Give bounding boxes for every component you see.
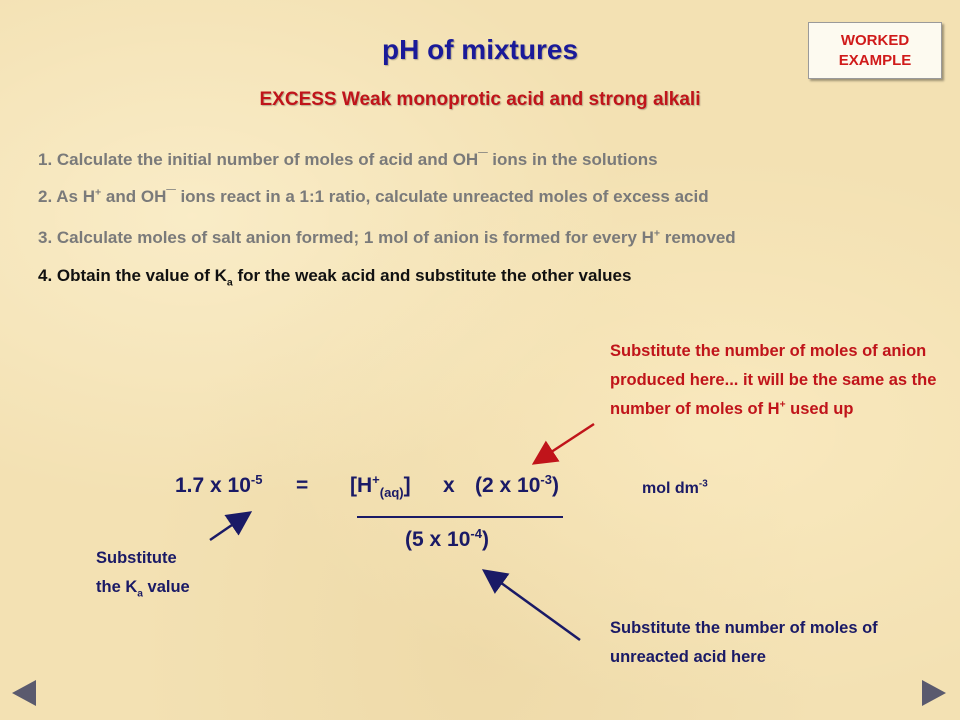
step-1: 1. Calculate the initial number of moles of acid and OH¯ ions in the solutions: [38, 150, 658, 169]
page-title: pH of mixtures: [381, 34, 579, 65]
page-subtitle: EXCESS Weak monoprotic acid and strong alkali: [259, 89, 701, 110]
h-concentration: $[H^+_{(aq)}]$: [350, 472, 411, 501]
acid-moles: (5 x $10^{-4}$): [405, 526, 489, 551]
anion-arrow: [536, 424, 594, 462]
anion-note: Substitute the number of moles of anion produced here... it will be the same as the number of moles of H+ used up: [610, 342, 937, 418]
step-4: 4. Obtain the value of $K_a$ for the weak acid and substitute the other values: [38, 266, 632, 289]
step-3: 3. Calculate moles of salt anion formed; 1 mol of anion is formed for every H+ removed: [38, 227, 736, 247]
acid-note: Substitute the number of moles of unreacted acid here: [610, 619, 878, 666]
equals-sign: =: [296, 474, 309, 497]
times-sign: x: [443, 474, 455, 497]
anion-moles: (2 x $10^{-3}$): [475, 472, 559, 497]
previous-slide-button[interactable]: [12, 680, 36, 706]
acid-arrow: [486, 572, 580, 640]
ka-value: 1.7 x $10^{-5}$: [175, 472, 263, 497]
ka-note: Substitute the $K_a$ value: [96, 549, 190, 600]
next-slide-button[interactable]: [922, 680, 946, 706]
badge-line-1: WORKED: [840, 31, 910, 49]
unit-label: mol $dm^{-3}$: [642, 478, 708, 497]
step-2: 2. As H+ and OH¯ ions react in a 1:1 ratio, calculate unreacted moles of excess acid: [38, 186, 709, 206]
ka-arrow: [210, 514, 248, 540]
badge-line-2: EXAMPLE: [838, 51, 912, 69]
